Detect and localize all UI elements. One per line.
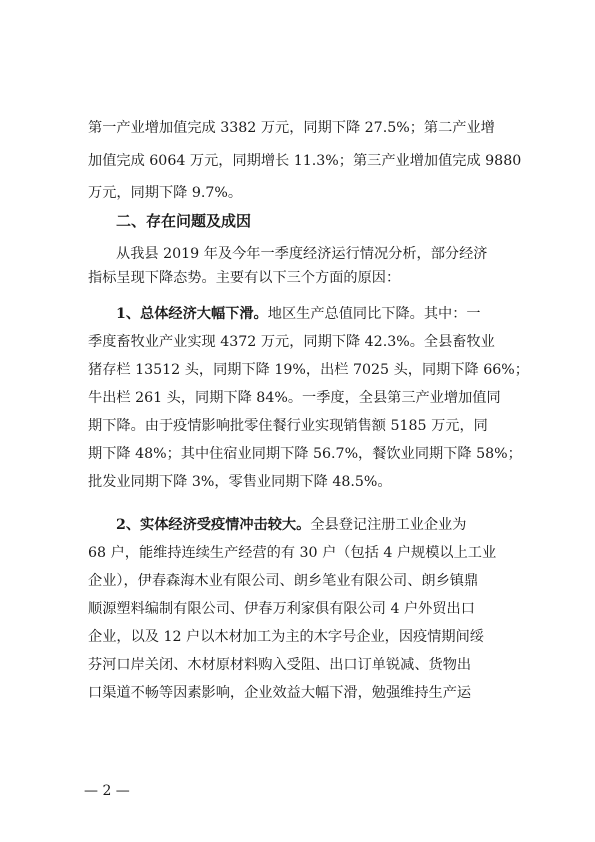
paragraph-2-line-1: 从我县 2019 年及今年一季度经济运行情况分析，部分经济	[116, 246, 488, 262]
paragraph-4-line-5: 企业，以及 12 户以木材加工为主的木字号企业，因疫情期间绥	[88, 629, 484, 645]
paragraph-3-line-7: 批发业同期下降 3%，零售业同期下降 48.5%。	[88, 474, 392, 490]
section-heading: 二、存在问题及成因	[116, 212, 252, 230]
paragraph-3-line-1	[116, 305, 481, 323]
paragraph-3-line-3: 猪存栏 13512 头，同期下降 19%，出栏 7025 头，同期下降 66%；	[88, 362, 529, 378]
paragraph-3-line-2: 季度畜牧业产业实现 4372 万元，同期下降 42.3%。全县畜牧业	[88, 334, 495, 350]
paragraph-3-line-5: 期下降。由于疫情影响批零住餐行业实现销售额 5185 万元，同	[88, 418, 488, 434]
page-number: — 2 —	[84, 783, 130, 799]
paragraph-3-first-line-rest: 地区生产总值同比下降。其中：一	[267, 306, 481, 322]
paragraph-1-line-3: 万元，同期下降 9.7%。	[88, 185, 243, 201]
paragraph-4-line-1	[116, 516, 466, 534]
paragraph-3-line-4: 牛出栏 261 头，同期下降 84%。一季度，全县第三产业增加值同	[88, 390, 501, 406]
paragraph-4-line-4: 顺源塑料编制有限公司、伊春万利家俱有限公司 4 户外贸出口	[88, 601, 475, 617]
paragraph-2-line-2: 指标呈现下降态势。主要有以下三个方面的原因：	[88, 270, 401, 286]
paragraph-4-line-7: 口渠道不畅等因素影响，企业效益大幅下滑，勉强维持生产运	[88, 685, 472, 701]
paragraph-4-line-2: 68 户，能维持连续生产经营的有 30 户（包括 4 户规模以上工业	[88, 545, 497, 561]
paragraph-4-line-6: 芬河口岸关闭、木材原材料购入受阻、出口订单锐减、货物出	[88, 657, 472, 673]
paragraph-3-line-6: 期下降 48%；其中住宿业同期下降 56.7%，餐饮业同期下降 58%；	[88, 446, 522, 462]
paragraph-4-heading: 2、实体经济受疫情冲击较大。	[116, 517, 311, 533]
paragraph-1-line-1: 第一产业增加值完成 3382 万元，同期下降 27.5%；第二产业增	[88, 120, 495, 136]
paragraph-4-line-3: 企业），伊春森海木业有限公司、朗乡笔业有限公司、朗乡镇鼎	[88, 573, 479, 589]
paragraph-4-first-line-rest: 全县登记注册工业企业为	[310, 517, 467, 533]
paragraph-3-heading: 1、总体经济大幅下滑。	[116, 306, 268, 322]
paragraph-1-line-2: 加值完成 6064 万元，同期增长 11.3%；第三产业增加值完成 9880	[88, 153, 522, 169]
